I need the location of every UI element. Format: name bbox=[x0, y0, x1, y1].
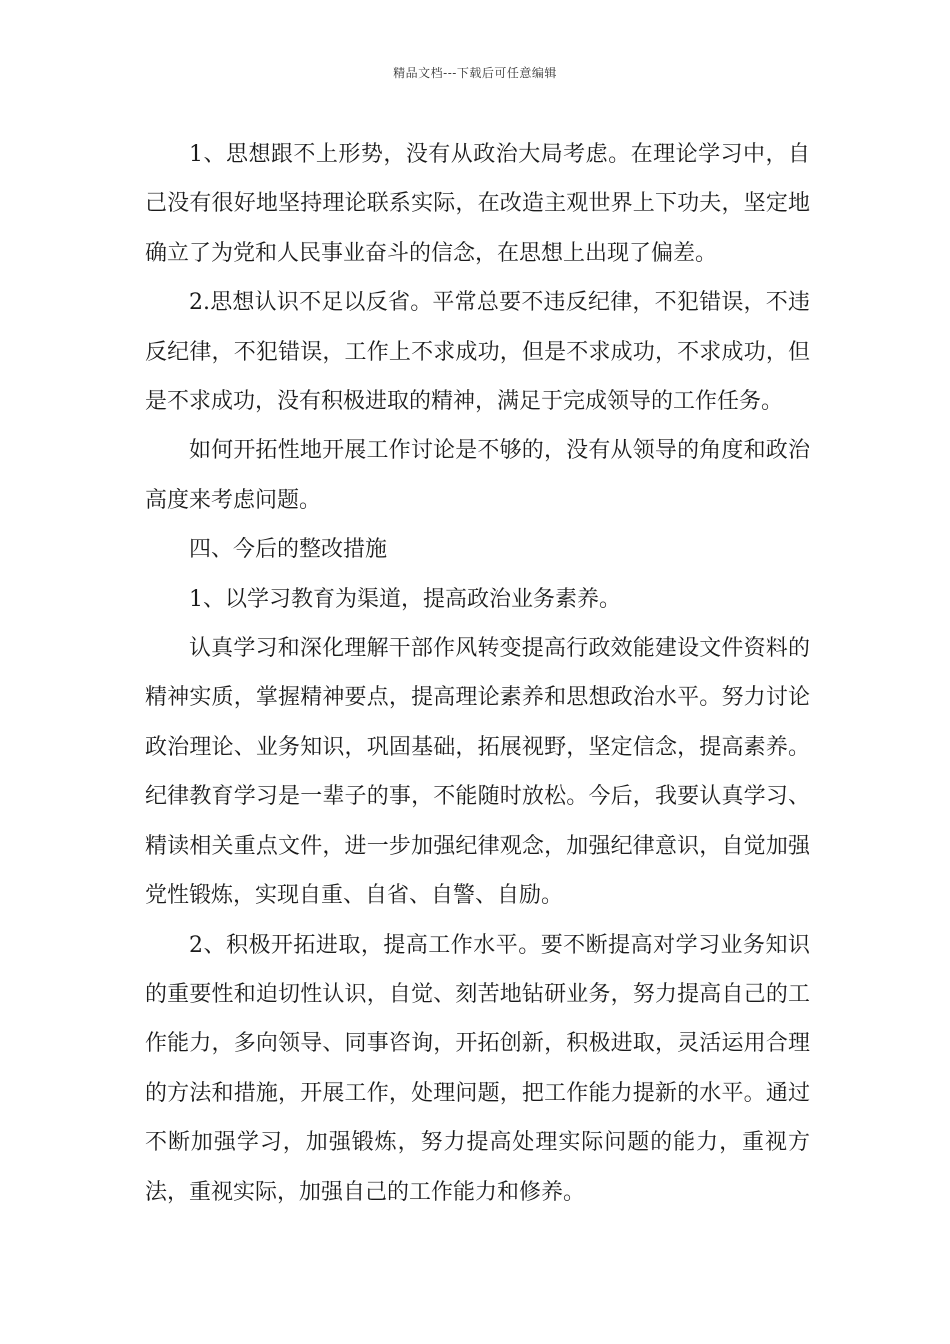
paragraph-6: 认真学习和深化理解干部作风转变提高行政效能建设文件资料的精神实质，掌握精神要点，提高理论素养和思想政治水平。努力讨论政治理论、业务知识，巩固基础，拓展视野，坚定信念，提高素养。纪律教育学习是一辈子的事，不能随时放松。今后，我要认真学习、精读相关重点文件，进一步加强纪律观念，加强纪律意识，自觉加强党性锻炼，实现自重、自省、自警、自励。 bbox=[145, 636, 810, 909]
paragraph-7: 2、积极开拓进取，提高工作水平。要不断提高对学习业务知识的重要性和迫切性认识，自觉、刻苦地钻研业务，努力提高自己的工作能力，多向领导、同事咨询，开拓创新，积极进取，灵活运用合理的方法和措施，开展工作，处理问题，把工作能力提新的水平。通过不断加强学习，加强锻炼，努力提高处理实际问题的能力，重视方法，重视实际，加强自己的工作能力和修养。 bbox=[145, 932, 810, 1205]
paragraph-2: 2.思想认识不足以反省。平常总要不违反纪律，不犯错误，不违反纪律，不犯错误，工作上不求成功，但是不求成功，不求成功，但是不求成功，没有积极进取的精神，满足于完成领导的工作任务。 bbox=[145, 290, 810, 415]
page-header: 精品文档---下载后可任意编辑 bbox=[393, 66, 557, 80]
document-body bbox=[145, 130, 810, 1217]
paragraph-1: 1、思想跟不上形势，没有从政治大局考虑。在理论学习中，自己没有很好地坚持理论联系实际，在改造主观世界上下功夫，坚定地确立了为党和人民事业奋斗的信念，在思想上出现了偏差。 bbox=[145, 142, 810, 266]
section-heading: 四、今后的整改措施 bbox=[189, 537, 388, 563]
paragraph-3: 如何开拓性地开展工作讨论是不够的，没有从领导的角度和政治高度来考虑问题。 bbox=[145, 438, 810, 513]
paragraph-5: 1、以学习教育为渠道，提高政治业务素养。 bbox=[189, 586, 621, 612]
